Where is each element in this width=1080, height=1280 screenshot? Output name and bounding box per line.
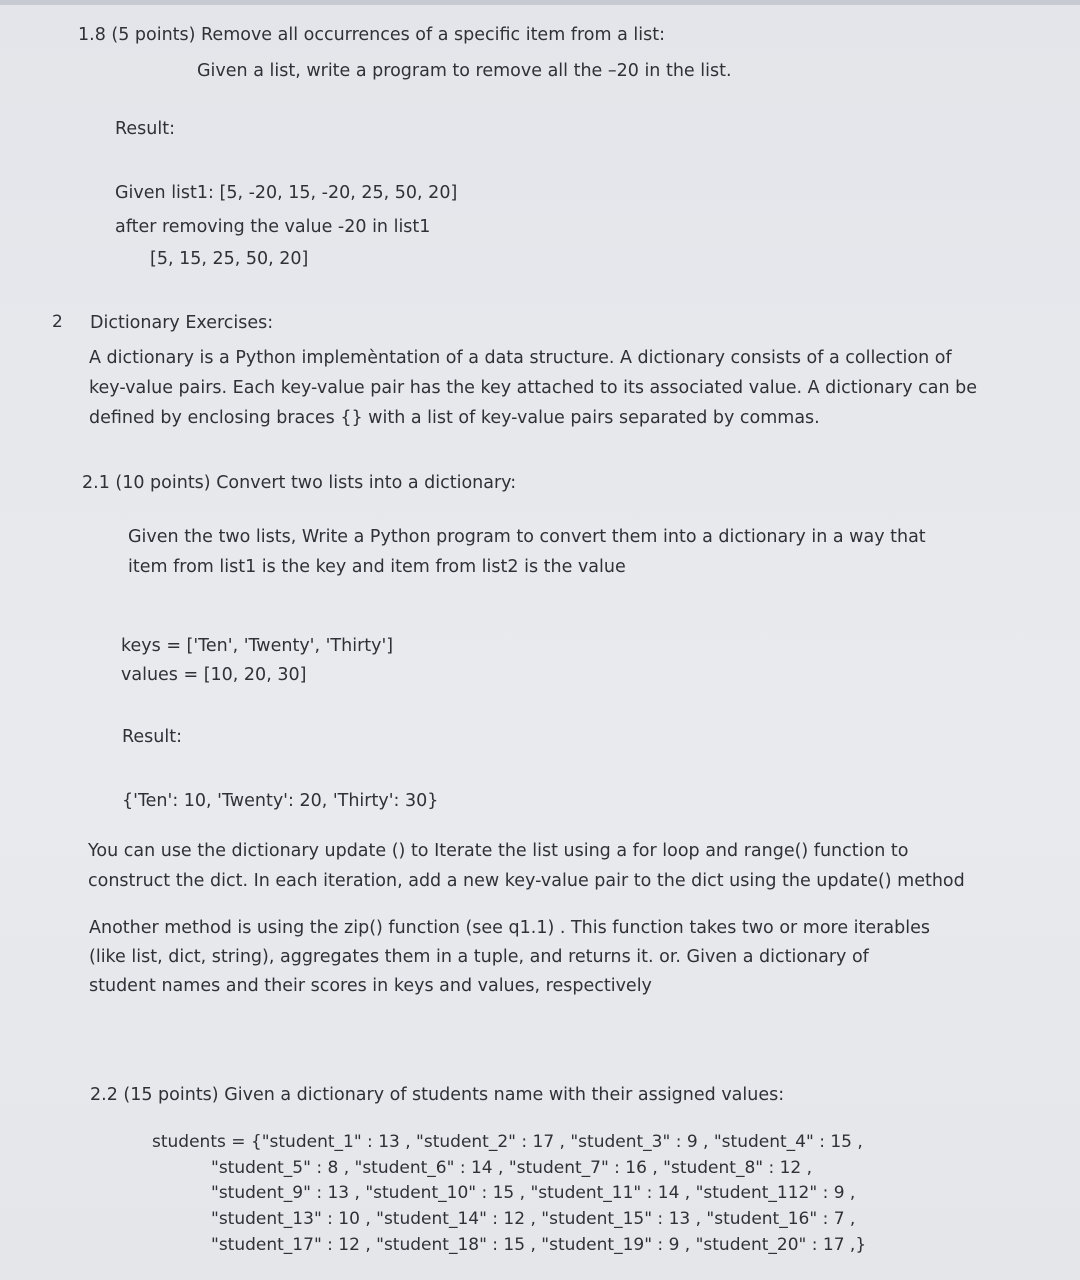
q2-1-result-value: {'Ten': 10, 'Twenty': 20, 'Thirty': 30}: [122, 791, 439, 811]
q2-1-title: 2.1 (10 points) Convert two lists into a dictionary:: [82, 473, 517, 493]
page-top-edge: [0, 0, 1080, 5]
q2-2-code-line: "student_13" : 10 , "student_14" : 12 , "student_15" : 13 , "student_16" : 7 ,: [211, 1209, 856, 1229]
q2-1-keys-line: keys = ['Ten', 'Twenty', 'Thirty']: [121, 636, 394, 656]
section-2-intro: A dictionary is a Python implemèntation of a data structure. A dictionary consists of a collection of key-value pairs. Each key-value pair has the key attached to its associated value. A dictionary can be defined by enclosing braces {} with a list of key-value pairs separated by commas.: [89, 348, 977, 428]
q1-8-given-line: Given list1: [5, -20, 15, -20, 25, 50, 20]: [115, 183, 458, 203]
q2-1-hint-update: You can use the dictionary update () to Iterate the list using a for loop and range() function to construct the dict. In each iteration, add a new key-value pair to the dict using the update() method: [88, 841, 965, 891]
q2-1-values-line: values = [10, 20, 30]: [121, 665, 307, 685]
q2-1-result-label: Result:: [122, 727, 182, 747]
q1-8-output-line: [5, 15, 25, 50, 20]: [150, 249, 309, 269]
q1-8-result-label: Result:: [115, 119, 175, 139]
section-2-title: Dictionary Exercises:: [90, 313, 274, 333]
q2-2-code-line: students = {"student_1" : 13 , "student_2" : 17 , "student_3" : 9 , "student_4" : 15 ,: [152, 1132, 863, 1152]
q2-2-code-line: "student_9" : 13 , "student_10" : 15 , "student_11" : 14 , "student_112" : 9 ,: [211, 1183, 856, 1203]
q1-8-prompt: Given a list, write a program to remove all the –20 in the list.: [197, 61, 732, 81]
q2-2-title: 2.2 (15 points) Given a dictionary of students name with their assigned values:: [90, 1085, 785, 1105]
q2-1-hint-zip: Another method is using the zip() function (see q1.1) . This function takes two or more iterables (like list, dict, string), aggregates them in a tuple, and returns it. or. Given a dictionary of student names and their scores in keys and values, respectively: [89, 918, 930, 996]
q2-1-prompt: Given the two lists, Write a Python program to convert them into a dictionary in a way that item from list1 is the key and item from list2 is the value: [128, 527, 926, 577]
q1-8-title: 1.8 (5 points) Remove all occurrences of a specific item from a list:: [78, 25, 665, 45]
section-2-number: 2: [52, 312, 63, 332]
q2-2-code-line: "student_17" : 12 , "student_18" : 15 , "student_19" : 9 , "student_20" : 17 ,}: [211, 1235, 867, 1255]
q1-8-after-line: after removing the value -20 in list1: [115, 217, 431, 237]
q2-2-code-line: "student_5" : 8 , "student_6" : 14 , "student_7" : 16 , "student_8" : 12 ,: [211, 1158, 813, 1178]
